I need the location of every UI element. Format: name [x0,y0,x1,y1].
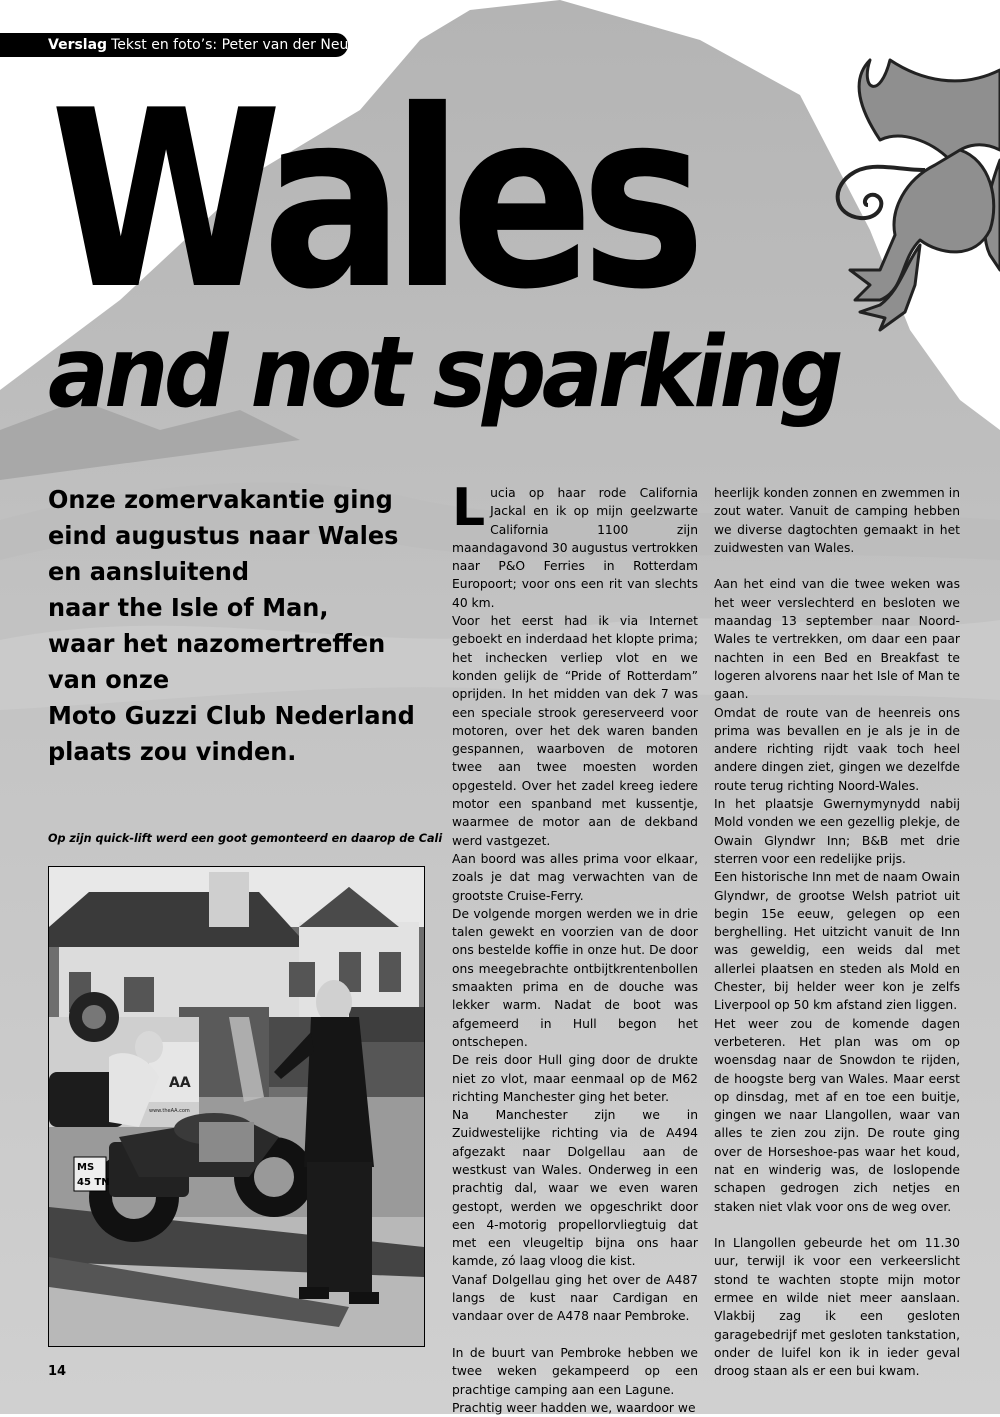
article-paragraph: Prachtig weer hadden we, waardoor we [452,1400,696,1415]
article-paragraph: Na Manchester zijn we in Zuidwestelijke richting via de A494 afgezakt naar Dolgellau aan de westkust van Wales. Onderweg in een prachtig dal, waar we even waren gestopt, werden we opgeschrikt door een 4-motorig propellorvliegtuig dat met een vleugeltip bijna ons haar kamde, zó laag vloog die kist. [452,1108,698,1269]
article-title: Wales [50,58,694,343]
article-column-1 [452,478,698,1417]
intro-line: naar the Isle of Man, [48,593,329,622]
article-column-2 [714,484,960,1381]
article-paragraph: In Llangollen gebeurde het om 11.30 uur, terwijl ik voor een verkeerslicht stond te wachten stopte mijn motor ermee en wilde niet meer aanslaan. Vlakbij zag ik een gesloten garagebedrijf met gesloten tankstation, onder de luifel kon ik in ieder geval droog staan als er een bui kwam. [714,1236,960,1379]
paragraph-text: ucia op haar rode California Jackal en ik op mijn geelzwarte California 1100 zijn maandagavond 30 augustus vertrokken naar P&O Ferries in Rotterdam Europoort; voor ons een rit van slechts 40 km. [452,486,698,610]
article-paragraph: De reis door Hull ging door de drukte niet zo vlot, maar eenmaal op de M62 richting Manchester ging het beter. [452,1053,698,1104]
intro-line: van onze [48,665,170,694]
intro-lead [48,482,413,770]
drop-cap: L [452,478,486,538]
article-paragraph: Aan boord was alles prima voor elkaar, zoals je dat mag verwachten van de grootste Cruise-Ferry. [452,851,698,903]
article-paragraph: Een historische Inn met de naam Owain Glyndwr, de grootse Welsh patriot uit begin 15e eeuw, gelegen op een berghelling. Het uitzicht vanuit de Inn was geweldig, een weids dal met allerlei plaatsen en steden als Mold en Chester, bij helder weer kon je zelfs Liverpool op 50 km afstand zien liggen. [714,870,960,1013]
intro-line: Moto Guzzi Club Nederland [48,701,415,730]
article-paragraph: Vanaf Dolgellau ging het over de A487 langs de kust naar Cardigan en vandaar over de A478 naar Pembroke. [452,1272,698,1324]
intro-line: waar het nazomertreffen [48,629,386,658]
truck-logo: AA [169,1075,191,1091]
section-tag [0,33,354,57]
article-paragraph [452,478,698,612]
truck-url: www.theAA.com [149,1108,190,1114]
intro-line: eind augustus naar Wales [48,521,399,550]
intro-line: plaats zou vinden. [48,737,297,766]
article-paragraph: heerlijk konden zonnen en zwemmen in zout water. Vanuit de camping hebben we diverse dagtochten gemaakt in het zuidwesten van Wales. [714,486,960,555]
license-plate-line2: 45 TN [77,1177,110,1188]
article-subtitle: and not sparking [48,316,840,430]
license-plate-line1: MS [77,1162,95,1173]
article-paragraph: Voor het eerst had ik via Internet geboekt en inderdaad het klopte prima; het inchecken verliep vlot en we konden gelijk de “Pride of Rotterdam” oprijden. In het midden van dek 7 was een speciale strook gereserveerd voor motoren, over het dek waren banden gespannen, waarboven de motoren twee aan twee moesten worden opgesteld. Over het zadel kreeg iedere motor een spanband met kussentje, waarmee de motor aan de dekband werd vastgezet. [452,614,698,848]
article-photo [48,866,425,1347]
article-paragraph: In het plaatsje Gwernymynydd nabij Mold vonden we een gezellig plekje, de Owain Glyndwr Inn; B&B met drie sterren voor een redelijke prijs. [714,797,960,866]
intro-line: en aansluitend [48,557,250,586]
article-paragraph: Het weer zou de komende dagen verbeteren. Het plan was om op woensdag naar de Snowdon te rijden, de hoogste berg van Wales. Maar eerst op dinsdag, met af en toe een buitje, gingen we naar Llangollen, waar van alles te zien zou zijn. De route ging over de Horseshoe-pas waar het koud, nat en winderig was, de loslopende schapen gedrogen zich netjes en staken niet vlak voor ons de weg over. [714,1016,960,1214]
article-paragraph: De volgende morgen werden we in drie talen gewekt en voorzien van de door ons bestelde koffie in onze hut. De door ons meegebrachte ontbijtkrentenbollen smaakten prima en de douche was lekker warm. Nadat de boot was afgemeerd in Hull begon het ontschepen. [452,906,698,1049]
article-paragraph: Omdat de route van de heenreis ons prima was bevallen en je als je in de andere richting rijdt vaak toch heel andere dingen ziet, gingen we dezelfde route terug richting Noord-Wales. [714,705,960,793]
page-number: 14 [48,1364,67,1379]
article-paragraph: Aan het eind van die twee weken was het weer verslechterd en besloten we maandag 13 september naar Noord-Wales te vertrekken, om daar een paar nachten in een Bed en Breakfast te logeren alvorens naar het Isle of Man te gaan. [714,577,960,702]
article-paragraph: In de buurt van Pembroke hebben we twee weken gekampeerd op een prachtige camping aan een Lagune. [452,1345,698,1397]
intro-line: Onze zomervakantie ging [48,485,393,514]
photo-caption: Op zijn quick-lift werd een goot gemonteerd en daarop de Cali [48,832,443,845]
section-label: Verslag [48,37,108,53]
author-credit: Tekst en foto’s: Peter van der Neut [111,37,354,53]
